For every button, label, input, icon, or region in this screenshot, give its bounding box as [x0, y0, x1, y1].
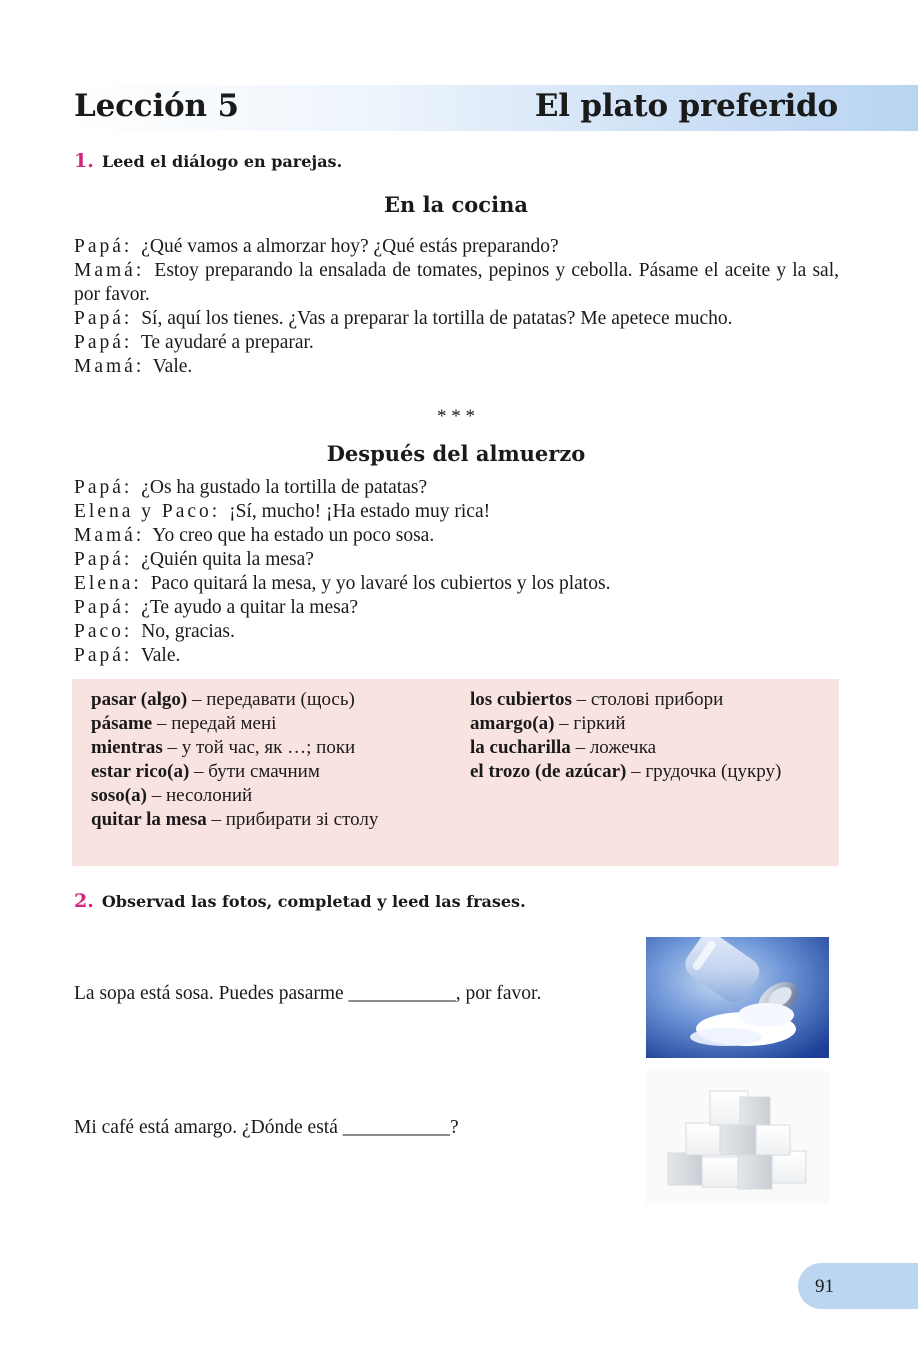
- utterance: ¿Os ha gustado la tortilla de patatas?: [141, 477, 428, 498]
- speaker: Papá:: [74, 597, 133, 618]
- utterance: Yo creo que ha estado un poco sosa.: [152, 525, 435, 546]
- vocab-entry: [91, 784, 439, 808]
- exercise-sentence-1: La sopa está sosa. Puedes pasarme ___________, por favor.: [74, 983, 542, 1004]
- vocab-entry: [91, 712, 439, 736]
- speaker: Mamá:: [74, 356, 145, 377]
- dialog-line: [74, 500, 839, 524]
- utterance: Paco quitará la mesa, y yo lavaré los cubiertos y los platos.: [150, 573, 611, 594]
- vocab-entry: [91, 736, 439, 760]
- utterance: No, gracias.: [141, 621, 235, 642]
- utterance: Vale.: [152, 356, 193, 377]
- dialog-line: [74, 644, 839, 668]
- vocab-entry: [470, 760, 828, 784]
- exercise-sentence-2: Mi café está amargo. ¿Dónde está ___________?: [74, 1117, 459, 1138]
- exercise-2-heading: [74, 890, 526, 912]
- vocab-term: pasar (algo): [91, 689, 188, 710]
- vocab-translation: несолоний: [165, 785, 253, 806]
- vocabulary-column-right: [470, 688, 828, 784]
- vocab-term: estar rico(a): [91, 761, 190, 782]
- vocab-term: pásame: [91, 713, 153, 734]
- vocab-term: mientras: [91, 737, 163, 758]
- speaker: Papá:: [74, 332, 133, 353]
- page-number: 91: [815, 1276, 834, 1297]
- dialog-line: [74, 572, 839, 596]
- speaker: Papá:: [74, 645, 133, 666]
- utterance: Te ayudaré a preparar.: [140, 332, 314, 353]
- vocab-translation: бути смачним: [208, 761, 320, 782]
- utterance: ¡Sí, mucho! ¡Ha estado muy rica!: [229, 501, 491, 522]
- vocab-translation: ложечка: [589, 737, 657, 758]
- vocab-dash: –: [152, 713, 172, 734]
- separator-stars: * * *: [437, 406, 475, 427]
- dialog-line: [74, 331, 839, 355]
- exercise-instruction: Leed el diálogo en parejas.: [101, 152, 343, 171]
- vocab-dash: –: [189, 761, 209, 782]
- vocab-dash: –: [206, 809, 226, 830]
- speaker: Mamá:: [74, 525, 145, 546]
- dialog-line: [74, 307, 839, 331]
- dialog-line: [74, 235, 839, 259]
- dialog-cocina: [74, 235, 839, 379]
- vocab-dash: –: [162, 737, 182, 758]
- exercise-1-heading: [74, 150, 342, 172]
- vocab-entry: [91, 688, 439, 712]
- vocab-dash: –: [146, 785, 166, 806]
- vocab-term: los cubiertos: [470, 689, 572, 710]
- vocab-entry: [91, 760, 439, 784]
- vocab-dash: –: [554, 713, 574, 734]
- dialog-line: [74, 620, 839, 644]
- utterance: ¿Quién quita la mesa?: [141, 549, 314, 570]
- dialog-line: [74, 596, 839, 620]
- salt-shaker-photo: [646, 937, 829, 1058]
- lesson-title: Lección 5: [74, 88, 239, 124]
- utterance: Estoy preparando la ensalada de tomates, pepinos y cebolla. Pásame el aceite y la sal, por favor.: [74, 260, 840, 305]
- vocabulary-column-left: [91, 688, 439, 832]
- section-title-cocina: En la cocina: [384, 192, 528, 217]
- speaker: Papá:: [74, 236, 133, 257]
- vocab-translation: у той час, як …; поки: [181, 737, 356, 758]
- utterance: ¿Qué vamos a almorzar hoy? ¿Qué estás preparando?: [141, 236, 559, 257]
- vocab-dash: –: [570, 737, 590, 758]
- vocab-entry: [91, 808, 439, 832]
- vocab-dash: –: [626, 761, 646, 782]
- vocab-translation: передай мені: [171, 713, 277, 734]
- dialog-line: [74, 259, 839, 307]
- vocab-translation: грудочка (цукру): [645, 761, 782, 782]
- speaker: Elena y Paco:: [74, 501, 221, 522]
- vocab-translation: прибирати зі столу: [225, 809, 379, 830]
- speaker: Elena:: [74, 573, 142, 594]
- dialog-line: [74, 476, 839, 500]
- speaker: Papá:: [74, 308, 133, 329]
- vocab-entry: [470, 688, 828, 712]
- speaker: Paco:: [74, 621, 133, 642]
- vocab-entry: [470, 712, 828, 736]
- sugar-cubes-photo: [646, 1071, 829, 1204]
- vocab-dash: –: [187, 689, 207, 710]
- vocab-term: soso(a): [91, 785, 147, 806]
- vocab-translation: гіркий: [573, 713, 626, 734]
- speaker: Papá:: [74, 549, 133, 570]
- vocab-dash: –: [571, 689, 591, 710]
- utterance: Sí, aquí los tienes. ¿Vas a preparar la tortilla de patatas? Me apetece mucho.: [141, 308, 733, 329]
- dialog-line: [74, 355, 839, 379]
- vocab-term: el trozo (de azúcar): [470, 761, 627, 782]
- vocab-term: la cucharilla: [470, 737, 571, 758]
- dialog-line: [74, 548, 839, 572]
- vocab-translation: столові прибори: [590, 689, 724, 710]
- vocab-entry: [470, 736, 828, 760]
- speaker: Papá:: [74, 477, 133, 498]
- exercise-number: 2.: [74, 890, 94, 912]
- utterance: ¿Te ayudo a quitar la mesa?: [141, 597, 359, 618]
- exercise-number: 1.: [74, 150, 94, 172]
- dialog-line: [74, 524, 839, 548]
- lesson-topic: El plato preferido: [534, 88, 838, 124]
- vocab-term: quitar la mesa: [91, 809, 207, 830]
- exercise-instruction: Observad las fotos, completad y leed las frases.: [101, 892, 526, 911]
- speaker: Mamá:: [74, 260, 145, 281]
- section-title-almuerzo: Después del almuerzo: [326, 441, 586, 466]
- utterance: Vale.: [140, 645, 181, 666]
- vocab-term: amargo(a): [470, 713, 555, 734]
- vocab-translation: передавати (щось): [206, 689, 355, 710]
- dialog-almuerzo: [74, 476, 839, 668]
- vocabulary-box: [72, 679, 839, 866]
